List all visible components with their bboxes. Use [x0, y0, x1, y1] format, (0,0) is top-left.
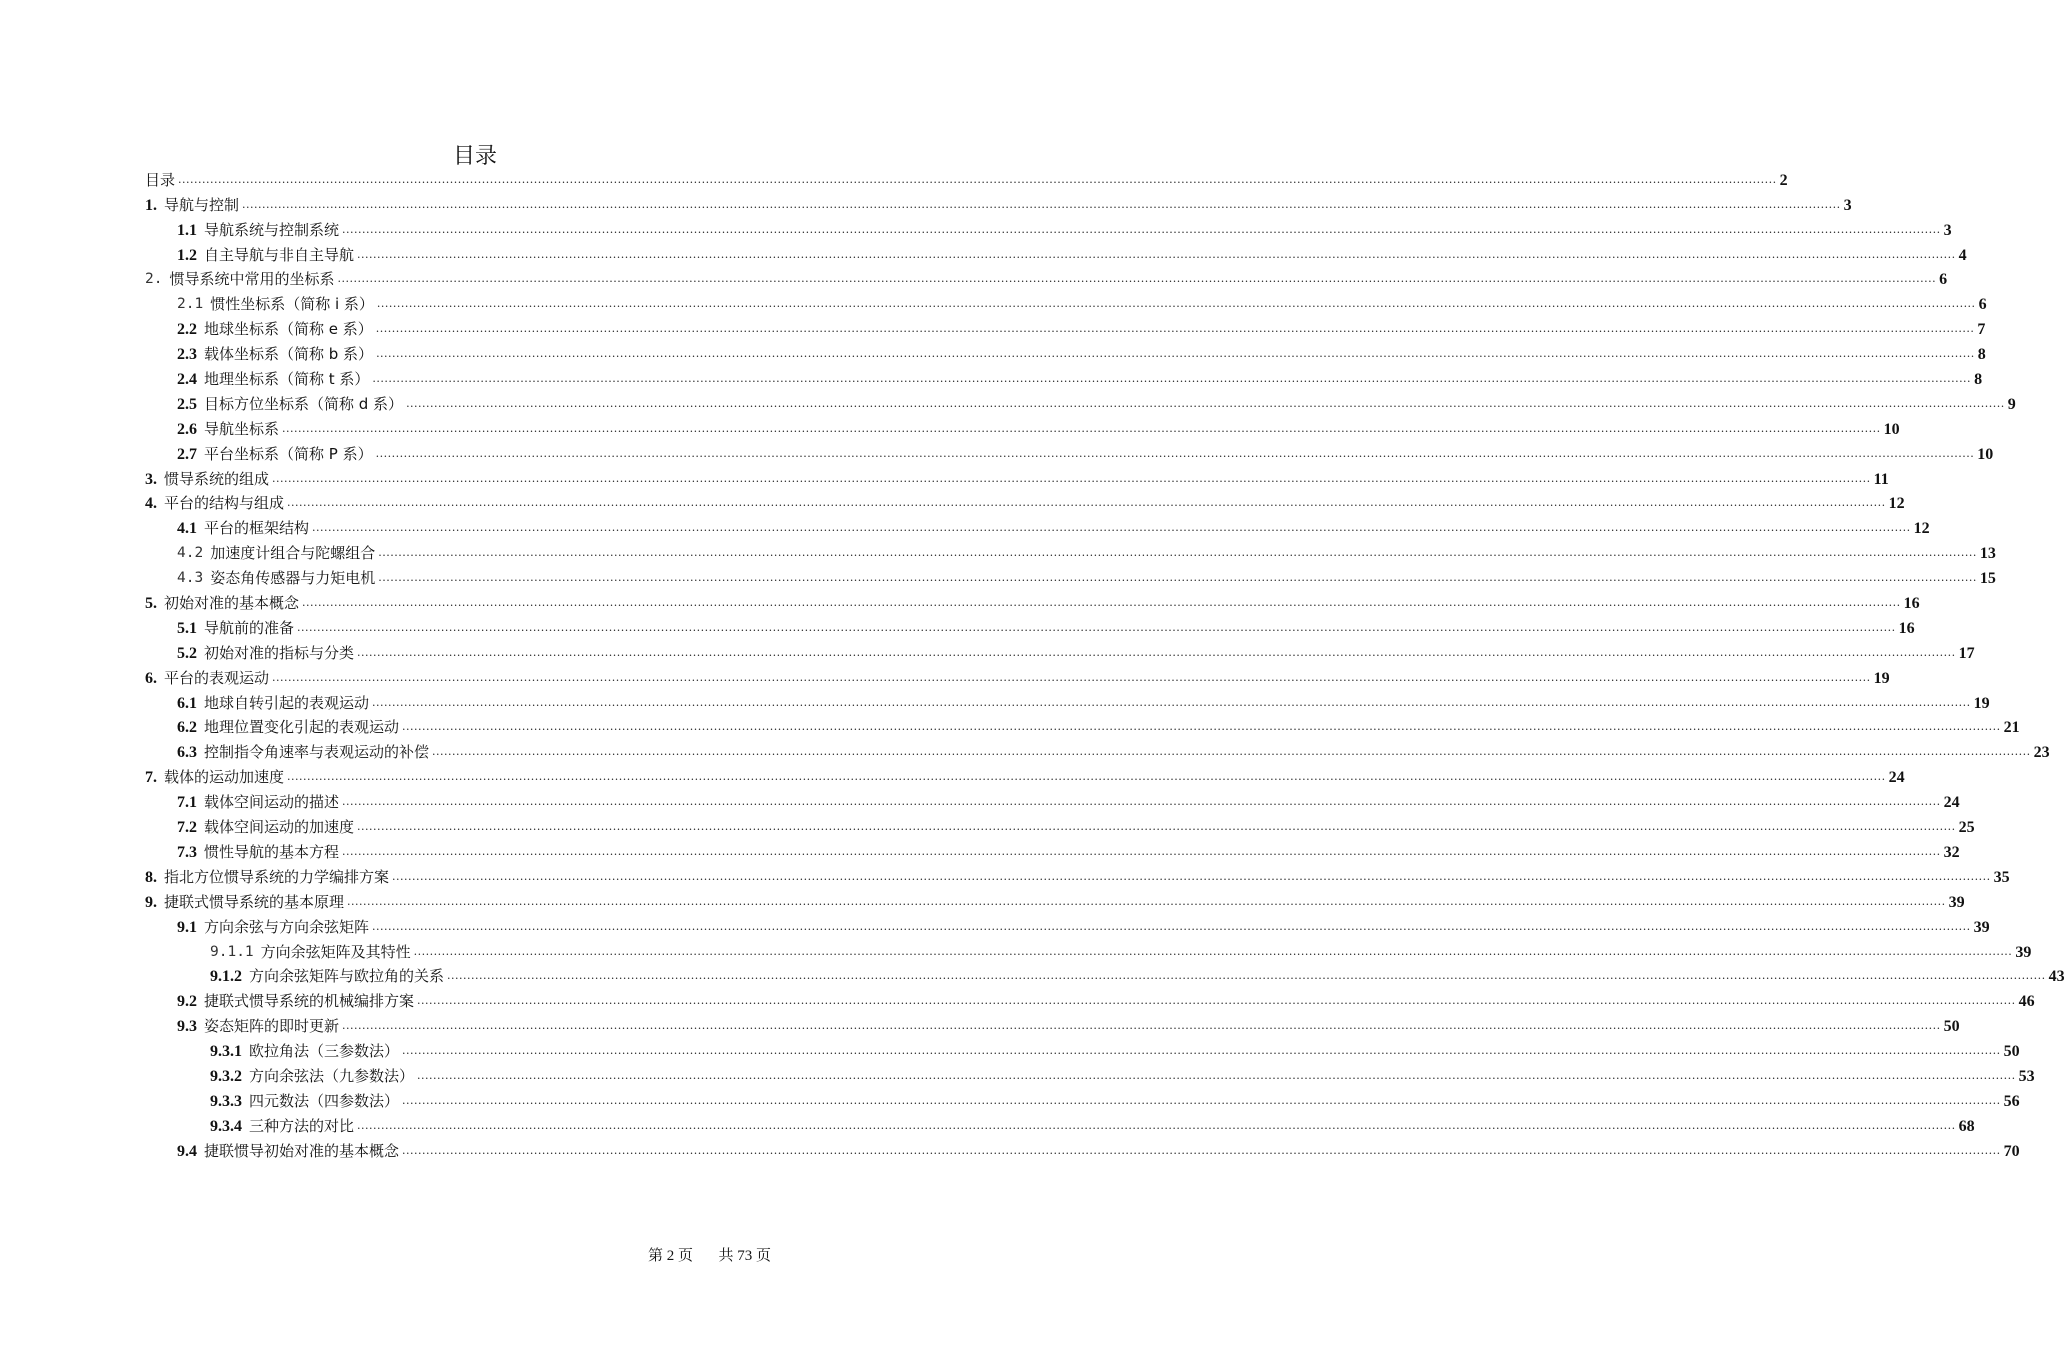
- toc-entry-title: 平台的结构与组成: [164, 494, 285, 513]
- toc-entry-title: 惯性坐标系（简称 i 系）: [210, 295, 374, 314]
- toc-entry-number: 4.1: [177, 520, 197, 538]
- toc-entry-number: 2.6: [177, 420, 197, 438]
- toc-entry[interactable]: [145, 962, 2065, 987]
- toc-entry-page: 39: [1948, 893, 1965, 911]
- toc-dot-leader: ................................................................................................................................................................................................................................................................................................................................................................................................................: [378, 546, 1977, 560]
- toc-dot-leader: ................................................................................................................................................................................................................................................................................................................................................................................................................: [402, 1044, 2001, 1058]
- toc-entry-number: 4.3: [177, 570, 204, 587]
- toc-dot-leader: ................................................................................................................................................................................................................................................................................................................................................................................................................: [282, 421, 1881, 435]
- toc-entry-title: 导航坐标系: [204, 419, 280, 438]
- toc-entry-title: 四元数法（四参数法）: [249, 1091, 400, 1110]
- toc-dot-leader: ................................................................................................................................................................................................................................................................................................................................................................................................................: [402, 1093, 2001, 1107]
- toc-entry-title: 载体坐标系（简称 b 系）: [204, 345, 374, 364]
- toc-entry-number: 4.2: [177, 545, 204, 562]
- toc-entry[interactable]: [145, 1086, 2020, 1111]
- toc-dot-leader: ................................................................................................................................................................................................................................................................................................................................................................................................................: [375, 322, 1975, 336]
- toc-dot-leader: ................................................................................................................................................................................................................................................................................................................................................................................................................: [272, 471, 1871, 485]
- toc-entry-page: 39: [2015, 943, 2032, 961]
- toc-entry-page: 16: [1903, 595, 1920, 613]
- toc-entry-page: 43: [2048, 968, 2065, 986]
- toc-entry[interactable]: [145, 986, 2035, 1011]
- toc-entry-page: 19: [1973, 694, 1990, 712]
- toc-entry-page: 6: [1939, 271, 1948, 289]
- toc-dot-leader: ................................................................................................................................................................................................................................................................................................................................................................................................................: [402, 720, 2001, 734]
- toc-entry-page: 24: [1888, 769, 1905, 787]
- toc-entry-number: 7.3: [177, 843, 197, 861]
- toc-entry-number: 9.3.2: [210, 1067, 242, 1085]
- toc-entry-title: 平台坐标系（简称 P 系）: [204, 444, 373, 463]
- toc-dot-leader: ................................................................................................................................................................................................................................................................................................................................................................................................................: [337, 272, 1937, 286]
- toc-entry-page: 46: [2018, 993, 2035, 1011]
- toc-entry-page: 35: [1993, 868, 2010, 886]
- toc-entry-title: 捷联式惯导系统的机械编排方案: [204, 992, 415, 1011]
- toc-dot-leader: ................................................................................................................................................................................................................................................................................................................................................................................................................: [402, 1143, 2001, 1157]
- toc-entry-number: 1.: [145, 196, 157, 214]
- toc-entry-page: 23: [2033, 744, 2050, 762]
- toc-dot-leader: ................................................................................................................................................................................................................................................................................................................................................................................................................: [376, 347, 1975, 361]
- toc-entry-title: 载体空间运动的描述: [204, 793, 340, 812]
- toc-entry-number: 1.2: [177, 246, 197, 264]
- toc-entry-number: 9.3.1: [210, 1043, 242, 1061]
- toc-entry-title: 载体的运动加速度: [164, 768, 285, 787]
- toc-entry-page: 56: [2003, 1092, 2020, 1110]
- toc-dot-leader: ................................................................................................................................................................................................................................................................................................................................................................................................................: [297, 620, 1896, 634]
- toc-entry-page: 13: [1979, 545, 1996, 563]
- toc-entry[interactable]: [145, 240, 1967, 265]
- toc-entry-page: 11: [1873, 470, 1889, 488]
- toc-entry[interactable]: [145, 1036, 2020, 1061]
- toc-entry-title: 导航系统与控制系统: [204, 220, 340, 239]
- toc-entry-page: 10: [1883, 420, 1900, 438]
- toc-entry-page: 19: [1873, 669, 1890, 687]
- toc-entry[interactable]: [145, 364, 1983, 389]
- toc-entry-number: 7.1: [177, 794, 197, 812]
- toc-entry[interactable]: [145, 688, 1990, 713]
- toc-entry-page: 12: [1913, 520, 1930, 538]
- toc-entry-page: 15: [1979, 570, 1996, 588]
- toc-entry-number: 9.2: [177, 993, 197, 1011]
- toc-entry[interactable]: [145, 588, 1920, 613]
- toc-entry-number: 6.: [145, 669, 157, 687]
- toc-dot-leader: ................................................................................................................................................................................................................................................................................................................................................................................................................: [342, 1019, 1941, 1033]
- toc-entry[interactable]: [145, 787, 1960, 812]
- toc-entry-title: 欧拉角法（三参数法）: [249, 1042, 400, 1061]
- toc-entry[interactable]: [145, 1061, 2035, 1086]
- toc-dot-leader: ................................................................................................................................................................................................................................................................................................................................................................................................................: [378, 571, 1977, 585]
- toc-entry[interactable]: [145, 837, 1960, 862]
- toc-entry-page: 16: [1898, 619, 1915, 637]
- toc-entry-number: 2.: [145, 271, 163, 288]
- toc-entry-title: 加速度计组合与陀螺组合: [210, 544, 376, 563]
- page-footer: [648, 1244, 771, 1265]
- toc-entry[interactable]: [145, 638, 1975, 663]
- toc-entry-number: 5.: [145, 595, 157, 613]
- toc-entry[interactable]: [145, 489, 1905, 514]
- toc-entry-number: 9.1.2: [210, 968, 242, 986]
- toc-entry[interactable]: [145, 912, 1990, 937]
- toc-dot-leader: ................................................................................................................................................................................................................................................................................................................................................................................................................: [357, 1118, 1956, 1132]
- toc-dot-leader: ................................................................................................................................................................................................................................................................................................................................................................................................................: [372, 695, 1971, 709]
- toc-entry-page: 21: [2003, 719, 2020, 737]
- toc-entry-title: 初始对准的基本概念: [164, 594, 300, 613]
- toc-entry-title: 平台的框架结构: [204, 519, 310, 538]
- toc-entry-page: 4: [1958, 246, 1967, 264]
- toc-entry[interactable]: [145, 613, 1915, 638]
- toc-entry-page: 25: [1958, 819, 1975, 837]
- toc-entry-number: 9.4: [177, 1142, 197, 1160]
- toc-entry-title: 惯性导航的基本方程: [204, 842, 340, 861]
- toc-entry-page: 3: [1943, 221, 1952, 239]
- toc-entry-title: 捷联惯导初始对准的基本概念: [204, 1141, 400, 1160]
- toc-dot-leader: ................................................................................................................................................................................................................................................................................................................................................................................................................: [342, 795, 1941, 809]
- toc-dot-leader: ................................................................................................................................................................................................................................................................................................................................................................................................................: [342, 844, 1941, 858]
- toc-entry-title: 导航与控制: [164, 195, 240, 214]
- toc-dot-leader: ................................................................................................................................................................................................................................................................................................................................................................................................................: [372, 372, 1972, 386]
- toc-entry[interactable]: [145, 389, 2016, 414]
- toc-entry-number: 1.1: [177, 221, 197, 239]
- toc-entry-number: 6.3: [177, 744, 197, 762]
- toc-entry-title: 指北方位惯导系统的力学编排方案: [164, 867, 390, 886]
- toc-entry-title: 地理坐标系（简称 t 系）: [204, 370, 370, 389]
- toc-dot-leader: ................................................................................................................................................................................................................................................................................................................................................................................................................: [357, 820, 1956, 834]
- toc-entry-title: 姿态角传感器与力矩电机: [210, 569, 376, 588]
- toc-entry-number: 2.4: [177, 371, 197, 389]
- toc-entry[interactable]: [145, 314, 1986, 339]
- toc-entry-title: 方向余弦矩阵及其特性: [260, 942, 411, 961]
- toc-entry-title: 地理位置变化引起的表观运动: [204, 718, 400, 737]
- toc-dot-leader: ................................................................................................................................................................................................................................................................................................................................................................................................................: [342, 222, 1941, 236]
- toc-entry-number: 6.1: [177, 694, 197, 712]
- toc-entry[interactable]: [145, 887, 1965, 912]
- toc-entry-title: 方向余弦矩阵与欧拉角的关系: [249, 967, 445, 986]
- toc-entry[interactable]: [145, 165, 1788, 190]
- toc-entry[interactable]: [145, 862, 2010, 887]
- toc-entry[interactable]: [145, 439, 1994, 464]
- toc-entry-number: 2.3: [177, 346, 197, 364]
- toc-entry-number: 2.7: [177, 445, 197, 463]
- toc-entry-number: 9.3.3: [210, 1092, 242, 1110]
- toc-dot-leader: ................................................................................................................................................................................................................................................................................................................................................................................................................: [372, 919, 1971, 933]
- toc-entry-title: 方向余弦法（九参数法）: [249, 1066, 415, 1085]
- toc-entry-number: 4.: [145, 495, 157, 513]
- toc-entry-title: 方向余弦与方向余弦矩阵: [204, 917, 370, 936]
- toc-dot-leader: ................................................................................................................................................................................................................................................................................................................................................................................................................: [347, 894, 1946, 908]
- toc-entry-number: 9.3.4: [210, 1117, 242, 1135]
- toc-entry-title: 导航前的准备: [204, 618, 295, 637]
- toc-entry-number: 2.1: [177, 296, 204, 313]
- toc-entry[interactable]: [145, 464, 1889, 489]
- toc-entry-page: 8: [1977, 346, 1986, 364]
- toc-entry-title: 惯导系统中常用的坐标系: [169, 270, 335, 289]
- page-title: 目录: [452, 143, 497, 169]
- toc-entry-title: 目标方位坐标系（简称 d 系）: [204, 394, 404, 413]
- toc-dot-leader: ................................................................................................................................................................................................................................................................................................................................................................................................................: [376, 297, 1976, 311]
- toc-entry-page: 7: [1977, 321, 1986, 339]
- toc-entry-number: 7.: [145, 769, 157, 787]
- toc-dot-leader: ................................................................................................................................................................................................................................................................................................................................................................................................................: [242, 197, 1841, 211]
- toc-entry[interactable]: [145, 265, 1948, 290]
- toc-entry-page: 9: [2007, 395, 2016, 413]
- toc-entry-page: 50: [1943, 1018, 1960, 1036]
- toc-dot-leader: ................................................................................................................................................................................................................................................................................................................................................................................................................: [287, 496, 1886, 510]
- toc-dot-leader: ................................................................................................................................................................................................................................................................................................................................................................................................................: [392, 869, 1991, 883]
- toc-entry-title: 控制指令角速率与表观运动的补偿: [204, 743, 430, 762]
- toc-entry-title: 惯导系统的组成: [164, 469, 270, 488]
- toc-entry[interactable]: [145, 737, 2050, 762]
- toc-entry[interactable]: [145, 414, 1900, 439]
- toc-dot-leader: ................................................................................................................................................................................................................................................................................................................................................................................................................: [178, 172, 1777, 186]
- toc-entry[interactable]: [145, 812, 1975, 837]
- toc-entry-page: 3: [1843, 196, 1852, 214]
- toc-entry-title: 载体空间运动的加速度: [204, 818, 355, 837]
- toc-entry[interactable]: [145, 1136, 2020, 1161]
- toc-dot-leader: ................................................................................................................................................................................................................................................................................................................................................................................................................: [357, 247, 1956, 261]
- toc-entry-number: 9.3: [177, 1018, 197, 1036]
- toc-dot-leader: ................................................................................................................................................................................................................................................................................................................................................................................................................: [432, 745, 2031, 759]
- toc-dot-leader: ................................................................................................................................................................................................................................................................................................................................................................................................................: [375, 446, 1975, 460]
- toc-entry[interactable]: [145, 713, 2020, 738]
- toc-entry-title: 初始对准的指标与分类: [204, 643, 355, 662]
- toc-entry[interactable]: [145, 215, 1952, 240]
- toc-entry-page: 53: [2018, 1067, 2035, 1085]
- toc-entry-title: 地球坐标系（简称 e 系）: [204, 320, 373, 339]
- toc-dot-leader: ................................................................................................................................................................................................................................................................................................................................................................................................................: [406, 396, 2005, 410]
- toc-entry[interactable]: [145, 289, 1987, 314]
- toc-dot-leader: ................................................................................................................................................................................................................................................................................................................................................................................................................: [417, 994, 2016, 1008]
- toc-entry-number: 6.2: [177, 719, 197, 737]
- toc-entry-title: 地球自转引起的表观运动: [204, 693, 370, 712]
- toc-list: [145, 165, 2065, 1161]
- toc-entry-title: 自主导航与非自主导航: [204, 245, 355, 264]
- toc-entry-number: 9.1.1: [210, 943, 254, 960]
- toc-entry[interactable]: [145, 663, 1890, 688]
- toc-dot-leader: ................................................................................................................................................................................................................................................................................................................................................................................................................: [302, 596, 1901, 610]
- toc-entry-number: 7.2: [177, 819, 197, 837]
- toc-dot-leader: ................................................................................................................................................................................................................................................................................................................................................................................................................: [413, 944, 2013, 958]
- toc-entry[interactable]: [145, 1111, 1975, 1136]
- toc-entry-title: 三种方法的对比: [249, 1116, 355, 1135]
- toc-dot-leader: ................................................................................................................................................................................................................................................................................................................................................................................................................: [287, 770, 1886, 784]
- toc-entry-page: 10: [1977, 445, 1994, 463]
- toc-entry-page: 32: [1943, 843, 1960, 861]
- toc-entry-page: 17: [1958, 644, 1975, 662]
- toc-entry-number: 9.: [145, 893, 157, 911]
- toc-entry-number: 2.2: [177, 321, 197, 339]
- toc-entry-page: 39: [1973, 918, 1990, 936]
- toc-entry[interactable]: [145, 339, 1986, 364]
- toc-entry-title: 姿态矩阵的即时更新: [204, 1017, 340, 1036]
- toc-entry-page: 70: [2003, 1142, 2020, 1160]
- toc-entry[interactable]: [145, 538, 1996, 563]
- toc-entry[interactable]: [145, 563, 1996, 588]
- toc-entry-number: 5.1: [177, 619, 197, 637]
- toc-entry-title: 目录: [145, 170, 176, 189]
- toc-entry-page: 12: [1888, 495, 1905, 513]
- toc-dot-leader: ................................................................................................................................................................................................................................................................................................................................................................................................................: [272, 670, 1871, 684]
- toc-entry[interactable]: [145, 1011, 1960, 1036]
- toc-entry-page: 68: [1958, 1117, 1975, 1135]
- toc-entry-page: 50: [2003, 1043, 2020, 1061]
- toc-entry-title: 捷联式惯导系统的基本原理: [164, 892, 345, 911]
- toc-entry[interactable]: [145, 762, 1905, 787]
- toc-dot-leader: ................................................................................................................................................................................................................................................................................................................................................................................................................: [417, 1068, 2016, 1082]
- toc-entry-page: 2: [1779, 171, 1788, 189]
- toc-entry-title: 平台的表观运动: [164, 668, 270, 687]
- toc-entry-page: 6: [1978, 296, 1987, 314]
- toc-entry-number: 5.2: [177, 644, 197, 662]
- toc-dot-leader: ................................................................................................................................................................................................................................................................................................................................................................................................................: [312, 521, 1911, 535]
- toc-dot-leader: ................................................................................................................................................................................................................................................................................................................................................................................................................: [447, 969, 2046, 983]
- toc-entry-number: 9.1: [177, 918, 197, 936]
- toc-entry-number: 3.: [145, 470, 157, 488]
- page-number-total: 共 73 页: [718, 1248, 772, 1264]
- page-number-current: 第 2 页: [648, 1248, 694, 1264]
- toc-entry-page: 24: [1943, 794, 1960, 812]
- toc-entry-number: 2.5: [177, 395, 197, 413]
- toc-entry[interactable]: [145, 937, 2032, 962]
- toc-entry-number: 8.: [145, 868, 157, 886]
- toc-entry[interactable]: [145, 513, 1930, 538]
- toc-dot-leader: ................................................................................................................................................................................................................................................................................................................................................................................................................: [357, 645, 1956, 659]
- toc-entry-page: 8: [1974, 371, 1983, 389]
- toc-entry[interactable]: [145, 190, 1852, 215]
